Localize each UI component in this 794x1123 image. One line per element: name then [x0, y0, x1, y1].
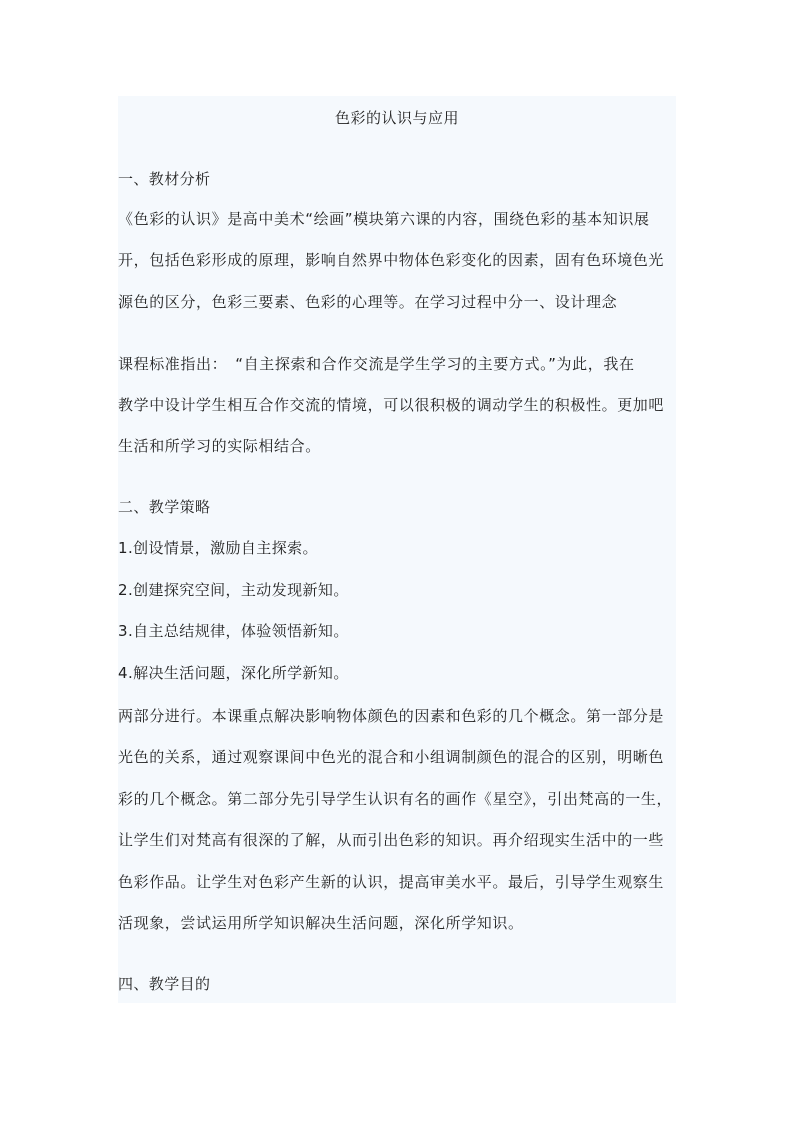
- document-title: 色彩的认识与应用: [334, 109, 459, 127]
- list-item: 2.创建探究空间，主动发现新知。: [118, 581, 349, 599]
- paragraph-line: 生活和所学习的实际相结合。: [118, 437, 321, 455]
- paragraph-line: 课程标准指出： “自主探索和合作交流是学生学习的主要方式。”为此，我在: [118, 355, 635, 373]
- paragraph-line: 彩的几个概念。第二部分先引导学生认识有名的画作《星空》，引出梵高的一生，: [118, 790, 673, 808]
- list-item: 3.自主总结规律，体验领悟新知。: [118, 622, 349, 640]
- paragraph-line: 光色的关系，通过观察课间中色光的混合和小组调制颜色的混合的区别，明晰色: [118, 748, 665, 766]
- paragraph-line: 活现象，尝试运用所学知识解决生活问题，深化所学知识。: [118, 914, 524, 932]
- paragraph-line: 《色彩的认识》是高中美术“绘画”模块第六课的内容，围绕色彩的基本知识展: [118, 210, 650, 228]
- section-heading-strategy: 二、教学策略: [118, 498, 211, 516]
- section-heading-materials: 一、教材分析: [118, 170, 211, 188]
- paragraph-line: 让学生们对梵高有很深的了解，从而引出色彩的知识。再介绍现实生活中的一些: [118, 831, 665, 849]
- list-item: 1.创设情景，激励自主探索。: [118, 539, 318, 557]
- paragraph-line: 色彩作品。让学生对色彩产生新的认识，提高审美水平。最后，引导学生观察生: [118, 873, 665, 891]
- section-heading-objectives: 四、教学目的: [118, 975, 211, 993]
- paragraph-line: 两部分进行。本课重点解决影响物体颜色的因素和色彩的几个概念。第一部分是: [118, 707, 665, 725]
- paragraph-line: 教学中设计学生相互合作交流的情境，可以很积极的调动学生的积极性。更加吧: [118, 396, 665, 414]
- paragraph-line: 开，包括色彩形成的原理，影响自然界中物体色彩变化的因素，固有色环境色光: [118, 251, 665, 269]
- paragraph-line: 源色的区分，色彩三要素、色彩的心理等。在学习过程中分一、设计理念: [118, 293, 618, 311]
- list-item: 4.解决生活问题，深化所学新知。: [118, 664, 349, 682]
